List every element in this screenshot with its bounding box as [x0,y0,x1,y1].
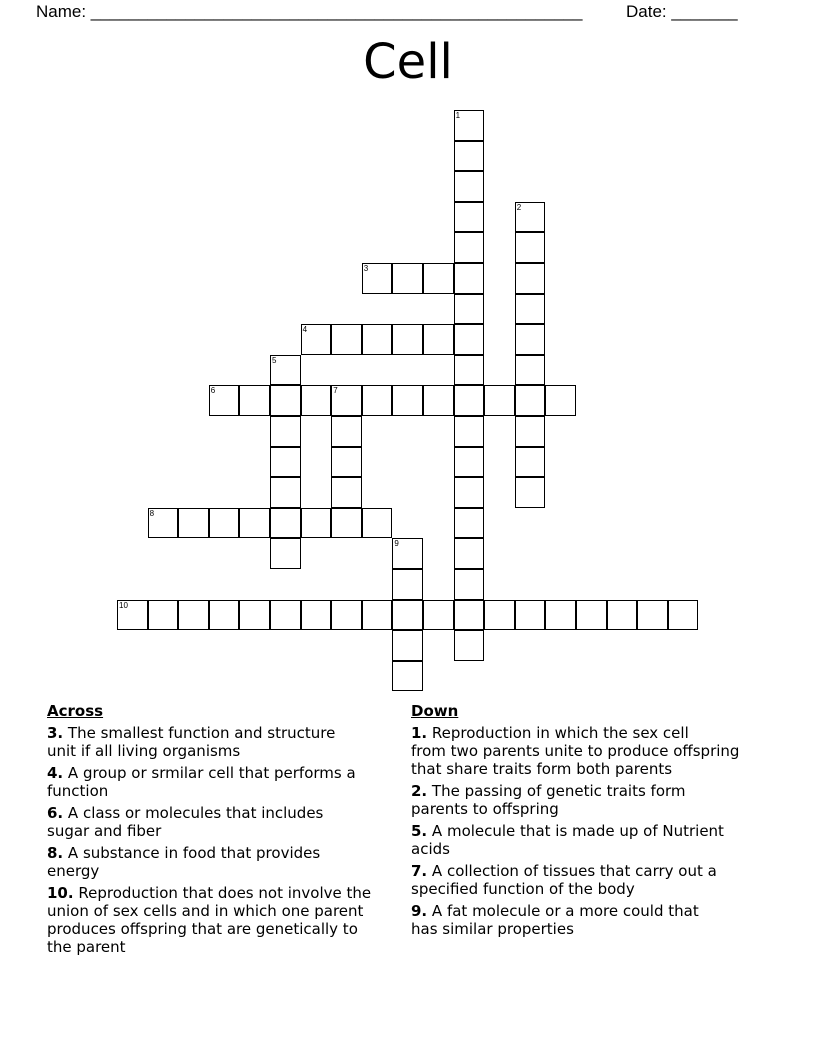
grid-cell[interactable] [331,385,362,416]
grid-cell[interactable] [392,661,423,692]
grid-cell[interactable] [607,600,638,631]
clue-text: sugar and fiber [47,822,162,840]
clue-text: The smallest function and structure [67,724,336,742]
grid-cell[interactable] [515,416,546,447]
grid-cell[interactable] [148,508,179,539]
grid-cell[interactable] [362,385,393,416]
grid-cell[interactable] [209,600,240,631]
grid-cell[interactable] [454,202,485,233]
clue-text: Reproduction that does not involve the [78,884,372,902]
clue-number: 5. [411,822,428,840]
clue-number: 9 [394,539,399,549]
grid-cell[interactable] [331,477,362,508]
grid-cell[interactable] [392,385,423,416]
clue-text: A fat molecule or a more could that [431,902,699,920]
clue-text: has similar properties [411,920,574,938]
clue-item [411,862,739,898]
across-heading: Across [47,702,104,720]
name-field[interactable]: Name: ____________________________________________________ [36,2,583,21]
clue-text: A collection of tissues that carry out a [431,862,717,880]
grid-cell[interactable] [392,630,423,661]
grid-cell[interactable] [270,385,301,416]
grid-cell[interactable] [454,324,485,355]
grid-cell[interactable] [454,569,485,600]
grid-cell[interactable] [545,385,576,416]
clue-text: specified function of the body [411,880,635,898]
grid-cell[interactable] [331,508,362,539]
grid-cell[interactable] [362,324,393,355]
grid-cell[interactable] [392,324,423,355]
grid-cell[interactable] [270,355,301,386]
grid-cell[interactable] [362,600,393,631]
grid-cell[interactable] [454,232,485,263]
clue-number: 8 [149,508,155,518]
grid-cell[interactable] [178,508,209,539]
grid-cell[interactable] [331,447,362,478]
clue-number: 2 [516,202,522,212]
clue-item [47,764,371,800]
grid-cell[interactable] [331,324,362,355]
grid-cell[interactable] [515,324,546,355]
grid-cell[interactable] [423,600,454,631]
clue-number: 2. [411,782,428,800]
clue-number: 3 [363,264,369,273]
clue-item [411,782,739,818]
grid-cell[interactable] [301,508,332,539]
clue-number: 10. [47,884,74,902]
grid-cell[interactable] [637,600,668,631]
grid-cell[interactable] [362,263,393,294]
grid-cell[interactable] [454,477,485,508]
grid-cell[interactable] [454,416,485,447]
grid-cell[interactable] [270,477,301,508]
clue-item [411,822,739,858]
grid-cell[interactable] [515,202,546,233]
clue-number: 4 [302,325,308,335]
down-heading: Down [411,702,459,720]
grid-cell[interactable] [239,600,270,631]
clue-text: from two parents unite to produce offspring [411,742,740,760]
clue-item [47,884,371,956]
clue-item [411,724,739,778]
clue-text: A molecule that is made up of Nutrient [431,822,724,840]
grid-cell[interactable] [515,477,546,508]
clue-text: energy [47,862,100,880]
grid-cell[interactable] [270,416,301,447]
grid-cell[interactable] [301,600,332,631]
grid-cell[interactable] [392,263,423,294]
grid-cell[interactable] [454,447,485,478]
grid-cell[interactable] [454,263,485,294]
grid-cell[interactable] [515,355,546,386]
grid-cell[interactable] [515,294,546,325]
clue-item [47,804,371,840]
clue-number: 7 [333,386,338,396]
grid-cell[interactable] [331,600,362,631]
clue-text: The passing of genetic traits form [431,782,686,800]
grid-cell[interactable] [454,294,485,325]
grid-cell[interactable] [515,447,546,478]
clue-number: 3. [47,724,64,742]
date-field[interactable]: Date: _______ [626,2,738,21]
grid-cell[interactable] [239,508,270,539]
clue-number: 8. [47,844,64,862]
clue-text: A group or srmilar cell that performs a [67,764,356,782]
grid-cell[interactable] [454,600,485,631]
grid-cell[interactable] [209,385,240,416]
clue-text: union of sex cells and in which one parent [47,902,364,920]
clue-number: 5 [272,355,277,365]
grid-cell[interactable] [209,508,240,539]
clue-text: parents to offspring [411,800,559,818]
grid-cell[interactable] [270,447,301,478]
grid-cell[interactable] [484,385,515,416]
clue-text: A class or molecules that includes [67,804,324,822]
clue-text: A substance in food that provides [67,844,321,862]
clue-text: unit if all living organisms [47,742,241,760]
clue-item [47,724,371,760]
grid-cell[interactable] [668,600,699,631]
grid-cell[interactable] [270,508,301,539]
grid-cell[interactable] [484,600,515,631]
grid-cell[interactable] [454,355,485,386]
clue-number: 1 [455,111,461,120]
clue-number: 1. [411,724,428,742]
grid-cell[interactable] [117,600,148,631]
grid-cell[interactable] [239,385,270,416]
down-clues [411,702,739,942]
clue-text: the parent [47,938,126,956]
clue-number: 10 [119,600,128,610]
grid-cell[interactable] [454,171,485,202]
grid-cell[interactable] [423,324,454,355]
clue-number: 4. [47,764,64,782]
clue-number: 6 [210,386,216,396]
clue-text: produces offspring that are genetically to [47,920,358,938]
across-clues [47,702,371,960]
clue-item [47,844,371,880]
grid-cell[interactable] [454,538,485,569]
clue-text: Reproduction in which the sex cell [431,724,689,742]
grid-cell[interactable] [362,508,393,539]
grid-cell[interactable] [178,600,209,631]
grid-cell[interactable] [454,630,485,661]
grid-cell[interactable] [148,600,179,631]
grid-cell[interactable] [515,600,546,631]
clue-number: 9. [411,902,428,920]
puzzle-title: Cell [363,34,453,90]
grid-cell[interactable] [515,263,546,294]
grid-cell[interactable] [331,416,362,447]
grid-cell[interactable] [423,263,454,294]
clue-text: that share traits form both parents [411,760,673,778]
grid-cell[interactable] [515,385,546,416]
clue-text: acids [411,840,450,858]
grid-cell[interactable] [423,385,454,416]
grid-cell[interactable] [454,141,485,172]
grid-cell[interactable] [392,569,423,600]
grid-cell[interactable] [392,600,423,631]
grid-cell[interactable] [576,600,607,631]
clue-number: 6. [47,804,64,822]
grid-cell[interactable] [454,385,485,416]
grid-cell[interactable] [515,232,546,263]
grid-cell[interactable] [301,324,332,355]
grid-cell[interactable] [270,600,301,631]
clue-number: 7. [411,862,428,880]
grid-cell[interactable] [270,538,301,569]
clue-item [411,902,739,938]
grid-cell[interactable] [454,110,485,141]
grid-cell[interactable] [454,508,485,539]
grid-cell[interactable] [301,385,332,416]
clue-text: function [47,782,109,800]
grid-cell[interactable] [545,600,576,631]
grid-cell[interactable] [392,538,423,569]
